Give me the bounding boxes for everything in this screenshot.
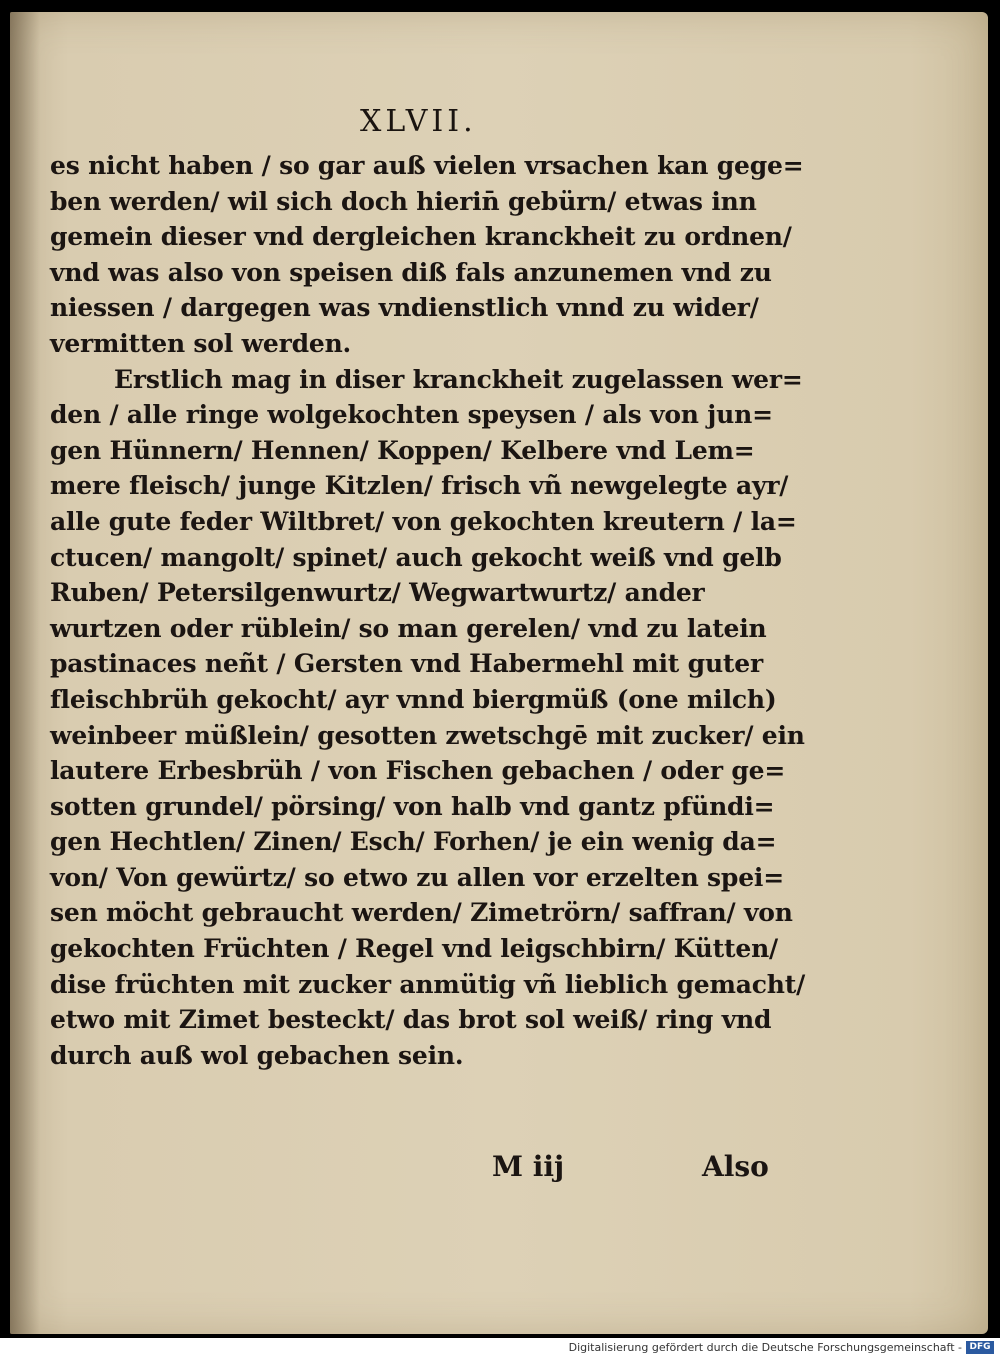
text-line: weinbeer müßlein/ gesotten zwetschgē mit zucker/ ein [50,720,805,750]
dfg-logo: DFG [966,1341,994,1354]
text-line: wurtzen oder rüblein/ so man gerelen/ vnd zu latein [50,613,767,643]
text-line: mere fleisch/ junge Kitzlen/ frisch vñ newgelegte ayr/ [50,471,789,501]
text-line: durch auß wol gebachen sein. [50,1040,464,1070]
text-line: gekochten Früchten / Regel vnd leigschbirn/ Kütten/ [50,934,778,964]
text-line: vermitten sol werden. [50,328,352,358]
text-line: gen Hünnern/ Hennen/ Koppen/ Kelbere vnd Lem= [50,435,755,465]
text-line: alle gute feder Wiltbret/ von gekochten kreutern / la= [50,506,797,536]
text-line: sotten grundel/ pörsing/ von halb vnd gantz pfündi= [50,791,775,821]
text-block [50,148,806,1073]
text-line: von/ Von gewürtz/ so etwo zu allen vor erzelten spei= [50,862,784,892]
text-line: fleischbrüh gekocht/ ayr vnnd biergmüß (one milch) [50,684,777,714]
text-line: ben werden/ wil sich doch hierin̄ gebürn/ etwas inn [50,186,757,216]
text-line: Ruben/ Petersilgenwurtz/ Wegwartwurtz/ ander [50,578,705,608]
text-line: ctucen/ mangolt/ spinet/ auch gekocht weiß vnd gelb [50,542,782,572]
text-line: gen Hechtlen/ Zinen/ Esch/ Forhen/ je ein wenig da= [50,827,777,857]
text-line: etwo mit Zimet besteckt/ das brot sol weiß/ ring vnd [50,1005,772,1035]
signature-mark: M iij [492,1150,565,1183]
text-line: dise früchten mit zucker anmütig vñ lieblich gemacht/ [50,969,806,999]
text-line: lautere Erbesbrüh / von Fischen gebachen / oder ge= [50,756,786,786]
text-line: pastinaces neñt / Gersten vnd Habermehl mit guter [50,649,763,679]
footer-credit: Digitalisierung gefördert durch die Deutsche Forschungsgemeinschaft - [568,1341,962,1354]
text-line: niessen / dargegen was vndienstlich vnnd zu wider/ [50,293,759,323]
text-line: vnd was also von speisen diß fals anzunemen vnd zu [50,257,772,287]
text-line: sen möcht gebraucht werden/ Zimetrörn/ saffran/ von [50,898,793,928]
text-line: es nicht haben / so gar auß vielen vrsachen kan gege= [50,151,804,180]
text-line: den / alle ringe wolgekochten speysen / als von jun= [50,400,773,430]
catchword: Also [702,1150,769,1183]
text-line: gemein dieser vnd dergleichen kranckheit zu ordnen/ [50,222,792,252]
text-line: Erstlich mag in diser kranckheit zugelassen wer= [114,364,803,394]
folio-number: XLVII. [360,104,477,139]
gutter-shadow [10,12,40,1334]
footer-bar [0,1338,1000,1358]
